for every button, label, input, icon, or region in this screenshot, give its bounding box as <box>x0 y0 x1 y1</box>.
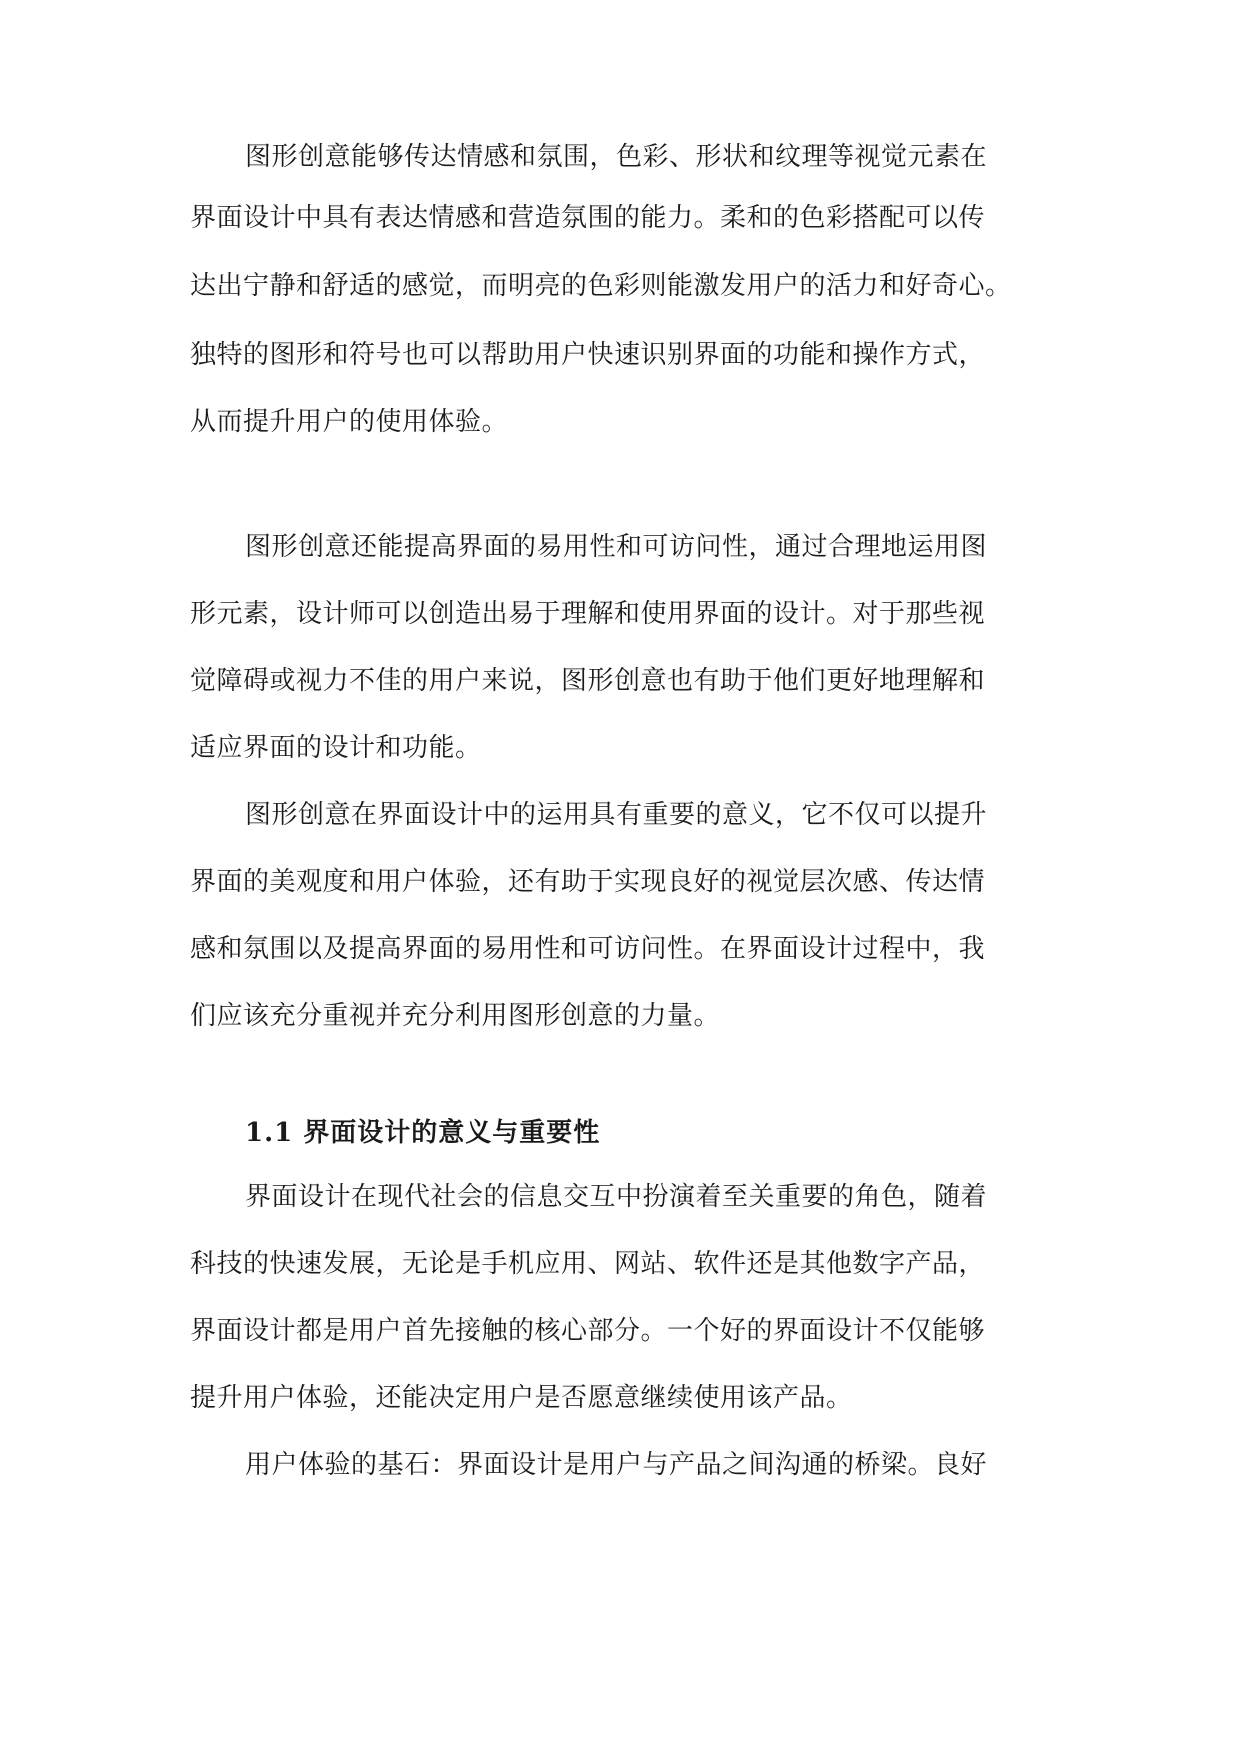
section-paragraph-1-line-4: 提升用户体验，还能决定用户是否愿意继续使用该产品。 <box>190 1383 853 1413</box>
section-paragraph-1-line-1: 界面设计在现代社会的信息交互中扮演着至关重要的角色，随着 <box>245 1182 988 1212</box>
paragraph-2-line-4: 适应界面的设计和功能。 <box>190 733 482 763</box>
paragraph-1-line-2: 界面设计中具有表达情感和营造氛围的能力。柔和的色彩搭配可以传 <box>190 203 986 233</box>
paragraph-1-line-3: 达出宁静和舒适的感觉，而明亮的色彩则能激发用户的活力和好奇心。 <box>190 271 1012 301</box>
paragraph-2-line-2: 形元素，设计师可以创造出易于理解和使用界面的设计。对于那些视 <box>190 599 986 629</box>
paragraph-1-line-4: 独特的图形和符号也可以帮助用户快速识别界面的功能和操作方式， <box>190 340 986 370</box>
paragraph-3-line-1: 图形创意在界面设计中的运用具有重要的意义，它不仅可以提升 <box>245 800 988 830</box>
paragraph-1-line-5: 从而提升用户的使用体验。 <box>190 407 509 437</box>
section-paragraph-1-line-3: 界面设计都是用户首先接触的核心部分。一个好的界面设计不仅能够 <box>190 1316 986 1346</box>
paragraph-3-line-2: 界面的美观度和用户体验，还有助于实现良好的视觉层次感、传达情 <box>190 867 986 897</box>
paragraph-3-line-3: 感和氛围以及提高界面的易用性和可访问性。在界面设计过程中，我 <box>190 934 986 964</box>
section-heading: 1.1 界面设计的意义与重要性 <box>245 1118 601 1148</box>
paragraph-3-line-4: 们应该充分重视并充分利用图形创意的力量。 <box>190 1001 721 1031</box>
section-paragraph-1-line-2: 科技的快速发展，无论是手机应用、网站、软件还是其他数字产品， <box>190 1249 986 1279</box>
paragraph-2-line-3: 觉障碍或视力不佳的用户来说，图形创意也有助于他们更好地理解和 <box>190 666 986 696</box>
paragraph-2-line-1: 图形创意还能提高界面的易用性和可访问性，通过合理地运用图 <box>245 532 988 562</box>
paragraph-1-line-1: 图形创意能够传达情感和氛围，色彩、形状和纹理等视觉元素在 <box>245 142 988 172</box>
section-paragraph-2-line-1: 用户体验的基石：界面设计是用户与产品之间沟通的桥梁。良好 <box>245 1450 988 1480</box>
